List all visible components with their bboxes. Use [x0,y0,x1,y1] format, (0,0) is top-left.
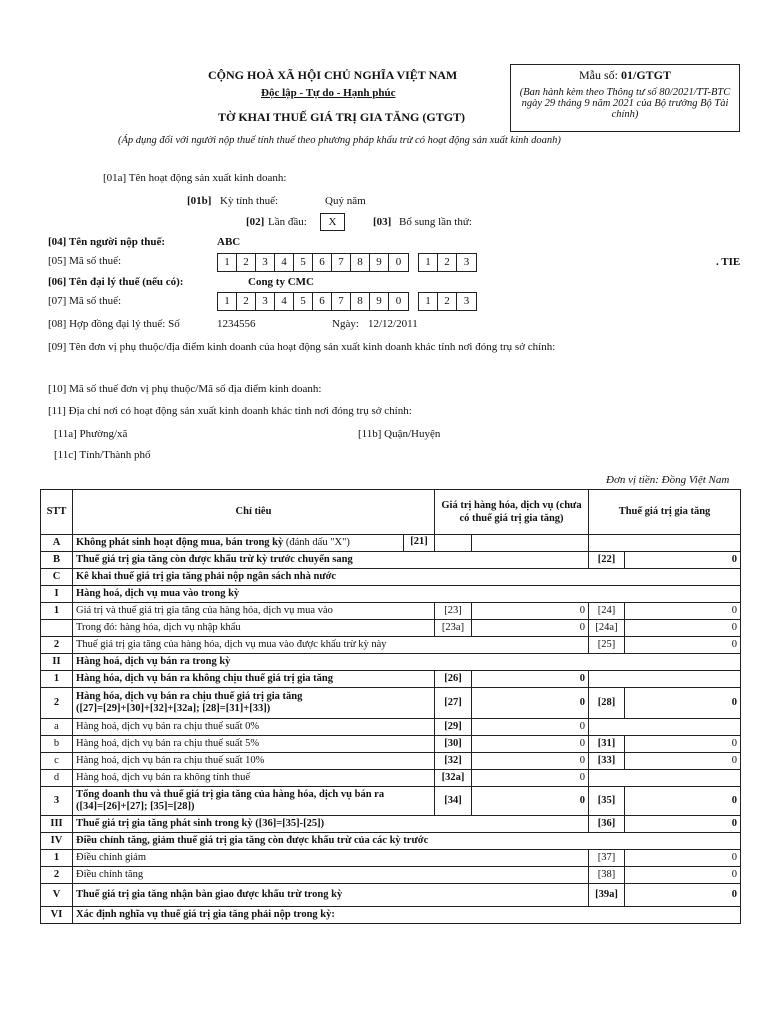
digit: 2 [438,254,457,271]
row-value[interactable]: 0 [472,603,589,620]
row-value[interactable]: 0 [625,753,741,770]
tax-table [40,489,741,924]
field-07-label: [07] Mã số thuế: [48,295,122,307]
field-03-text: Bổ sung lần thứ: [399,216,472,228]
table-row [41,816,741,833]
row-stt: b [41,736,73,753]
row-stt: a [41,719,73,736]
field-11b: [11b] Quận/Huyện [358,428,441,440]
row-stt: c [41,753,73,770]
digit: 7 [332,254,351,271]
page-title: TỜ KHAI THUẾ GIÁ TRỊ GIA TĂNG (GTGT) [218,110,466,124]
field-05-label: [05] Mã số thuế: [48,255,122,267]
field-10: [10] Mã số thuế đơn vị phụ thuộc/Mã số địa điểm kinh doanh: [48,383,322,395]
row-text: Tổng doanh thu và thuế giá trị gia tăng của hàng hóa, dịch vụ bán ra [76,789,385,800]
row-code: [37] [589,850,625,867]
form-note: (Ban hành kèm theo Thông tư số 80/2021/TT-BTC ngày 29 tháng 9 năm 2021 của Bộ trưởng Bộ Tài chính) [519,87,731,120]
field-11: [11] Địa chỉ nơi có hoạt động sản xuất kinh doanh khác tỉnh nơi đóng trụ sở chính: [48,405,412,417]
table-row [41,770,741,787]
cell[interactable] [435,535,472,552]
row-code: [38] [589,867,625,884]
table-row [41,719,741,736]
field-09: [09] Tên đơn vị phụ thuộc/địa điểm kinh doanh của hoạt động sản xuất kinh doanh khác tỉnh nơi đóng trụ sở chính: [48,341,556,353]
currency-unit: Đơn vị tiền: Đồng Việt Nam [606,474,730,486]
table-row [41,535,741,552]
table-row [41,753,741,770]
digit: 1 [218,293,237,310]
first-time-checkbox[interactable]: X [320,213,345,231]
row-text: Điều chỉnh giảm [73,850,589,867]
row-text: Hàng hóa, dịch vụ bán ra không chịu thuế giá trị gia tăng [73,671,435,688]
row-value[interactable]: 0 [472,753,589,770]
table-row [41,586,741,603]
row-value[interactable]: 0 [625,816,741,833]
field-08-label: [08] Hợp đồng đại lý thuế: Số [48,318,180,330]
agent-name[interactable]: Cong ty CMC [248,276,314,288]
row-stt: d [41,770,73,787]
row-stt: IV [41,833,73,850]
row-code: [34] [435,787,472,816]
row-code: [31] [589,736,625,753]
digit: 8 [351,293,370,310]
row-value[interactable]: 0 [472,770,589,787]
row-stt: 2 [41,688,73,719]
row-code: [27] [435,688,472,719]
row-text: Thuế giá trị gia tăng còn được khấu trừ kỳ trước chuyển sang [73,552,589,569]
digit: 1 [218,254,237,271]
row-text: Hàng hoá, dịch vụ bán ra chịu thuế suất 0% [73,719,435,736]
row-value[interactable]: 0 [625,620,741,637]
table-row [41,654,741,671]
row-stt: III [41,816,73,833]
digit: 6 [313,293,332,310]
agent-tax-code-branch-cells[interactable] [418,292,477,311]
digit: 4 [275,293,294,310]
row-stt: 3 [41,787,73,816]
contract-date-label: Ngày: [332,318,359,330]
row-stt: 1 [41,850,73,867]
row-text: Điều chỉnh tăng, giảm thuế giá trị gia tăng còn được khấu trừ của các kỳ trước [73,833,741,850]
row-value[interactable]: 0 [625,688,741,719]
row-code: [23a] [435,620,472,637]
row-text: Hàng hoá, dịch vụ mua vào trong kỳ [73,586,741,603]
row-text: Hàng hoá, dịch vụ bán ra chịu thuế suất 10% [73,753,435,770]
contract-date[interactable]: 12/12/2011 [368,318,418,330]
digit: 3 [463,256,470,268]
table-header [41,490,741,535]
row-code: [39a] [589,884,625,907]
row-value[interactable]: 0 [625,884,741,907]
field-02-text: Lần đầu: [268,216,307,228]
table-row [41,884,741,907]
field-01b-text: Kỳ tính thuế: [220,195,279,207]
header-stt: STT [41,490,73,535]
field-11a: [11a] Phường/xã [54,428,128,440]
row-value[interactable]: 0 [472,620,589,637]
row-code: [33] [589,753,625,770]
cell [589,671,741,688]
row-value[interactable]: 0 [472,719,589,736]
digit: 7 [332,293,351,310]
row-text: Giá trị và thuế giá trị gia tăng của hàng hóa, dịch vụ mua vào [73,603,435,620]
taxpayer-name[interactable]: ABC [217,236,241,248]
digit: 3 [256,293,275,310]
digit: 8 [351,254,370,271]
row-code: [25] [589,637,625,654]
field-03-label: [03] [373,216,392,228]
digit: 2 [237,293,256,310]
header-tax: Thuế giá trị gia tăng [589,490,741,535]
table-row [41,569,741,586]
row-value[interactable]: 0 [472,787,589,816]
row-stt: V [41,884,73,907]
table-row [41,603,741,620]
page-subtitle: (Áp dụng đối với người nộp thuế tính thuế theo phương pháp khấu trừ có hoạt động sản xuất kinh doanh) [118,135,561,146]
row-value[interactable]: 0 [625,787,741,816]
agent-tax-code-cells[interactable] [217,292,409,311]
row-stt: A [41,535,73,552]
table-row [41,671,741,688]
header-chitieu: Chỉ tiêu [73,490,435,535]
form-code: 01/GTGT [620,68,671,82]
row-code: [36] [589,816,625,833]
table-row [41,620,741,637]
row-label [73,787,435,816]
row-text: Kê khai thuế giá trị gia tăng phải nộp ngân sách nhà nước [73,569,741,586]
row-formula: ([27]=[29]+[30]+[32]+[32a]; [28]=[31]+[33]) [76,703,271,714]
tax-code-suffix: . TIE [716,256,741,268]
row-value[interactable]: 0 [472,688,589,719]
row-stt [41,620,73,637]
tax-period[interactable]: Quý năm [325,195,366,207]
digit: 9 [370,293,389,310]
row-code: [21] [403,535,434,552]
form-code-label: Mẫu số: [578,68,618,82]
row-code: [24a] [589,620,625,637]
digit: 0 [395,295,402,307]
row-text: Trong đó: hàng hóa, dịch vụ nhập khẩu [73,620,435,637]
row-stt: 2 [41,637,73,654]
digit: 5 [294,293,313,310]
digit: 3 [256,254,275,271]
row-code: [32] [435,753,472,770]
row-code: [29] [435,719,472,736]
form-code-box [510,64,740,132]
contract-number[interactable]: 1234556 [217,318,256,330]
tax-code-cells[interactable] [217,253,409,272]
header-value: Giá trị hàng hóa, dịch vụ (chưa có thuế giá trị gia tăng) [435,490,589,535]
table-row [41,833,741,850]
row-code: [23] [435,603,472,620]
digit: 2 [237,254,256,271]
digit: 3 [463,295,470,307]
field-01a: [01a] Tên hoạt động sản xuất kinh doanh: [103,172,287,184]
table-row [41,552,741,569]
row-stt: 2 [41,867,73,884]
digit: 1 [419,293,438,310]
row-value[interactable]: 0 [472,736,589,753]
table-row [41,907,741,924]
row-code: [22] [589,552,625,569]
row-value[interactable]: 0 [625,867,741,884]
digit: 2 [438,293,457,310]
row-stt: II [41,654,73,671]
row-formula: ([34]=[26]+[27]; [35]=[28]) [76,801,195,812]
row-stt: C [41,569,73,586]
row-text: Hàng hoá, dịch vụ bán ra không tính thuế [73,770,435,787]
table-row [41,736,741,753]
row-text: Hàng hoá, dịch vụ bán ra chịu thuế suất 5% [73,736,435,753]
row-stt: VI [41,907,73,924]
table-row [41,688,741,719]
row-code: [28] [589,688,625,719]
digit: 5 [294,254,313,271]
digit: 0 [395,256,402,268]
row-code: [24] [589,603,625,620]
row-label [73,535,435,552]
cell [589,770,741,787]
cell[interactable] [589,535,741,552]
digit: 9 [370,254,389,271]
digit: 4 [275,254,294,271]
row-code: [32a] [435,770,472,787]
row-text: Thuế giá trị gia tăng phát sinh trong kỳ ([36]=[35]-[25]) [73,816,589,833]
row-text: Thuế giá trị gia tăng của hàng hóa, dịch vụ mua vào được khấu trừ kỳ này [73,637,589,654]
table-row [41,850,741,867]
row-text: Điều chỉnh tăng [73,867,589,884]
row-value[interactable]: 0 [625,736,741,753]
tax-code-branch-cells[interactable] [418,253,477,272]
row-value[interactable]: 0 [472,671,589,688]
row-value[interactable]: 0 [625,552,741,569]
row-code: [26] [435,671,472,688]
digit: 1 [419,254,438,271]
field-04-label: [04] Tên người nộp thuế: [48,236,166,248]
table-row [41,787,741,816]
motto: Độc lập - Tự do - Hạnh phúc [261,87,396,99]
row-stt: 1 [41,671,73,688]
row-text: Không phát sinh hoạt động mua, bán trong kỳ [76,537,284,548]
cell[interactable] [472,535,589,552]
row-stt: I [41,586,73,603]
row-stt: 1 [41,603,73,620]
field-11c: [11c] Tỉnh/Thành phố [54,449,151,461]
row-stt: B [41,552,73,569]
row-label [73,688,435,719]
row-note: (đánh dấu "X") [285,537,350,548]
row-text: Thuế giá trị gia tăng nhận bàn giao được khấu trừ trong kỳ [73,884,589,907]
row-text: Xác định nghĩa vụ thuế giá trị gia tăng phải nộp trong kỳ: [73,907,741,924]
row-code: [30] [435,736,472,753]
row-value[interactable]: 0 [625,603,741,620]
row-text: Hàng hóa, dịch vụ bán ra chịu thuế giá trị gia tăng [76,691,303,702]
row-code: [35] [589,787,625,816]
cell [589,719,741,736]
table-row [41,867,741,884]
digit: 6 [313,254,332,271]
field-02-label: [02] [246,216,265,228]
row-text: Hàng hoá, dịch vụ bán ra trong kỳ [73,654,741,671]
field-01b-label: [01b] [187,195,212,207]
nation-title: CỘNG HOÀ XÃ HỘI CHỦ NGHĨA VIỆT NAM [208,68,458,82]
row-value[interactable]: 0 [625,850,741,867]
field-06-label: [06] Tên đại lý thuế (nếu có): [48,276,184,288]
row-value[interactable]: 0 [625,637,741,654]
table-row [41,637,741,654]
